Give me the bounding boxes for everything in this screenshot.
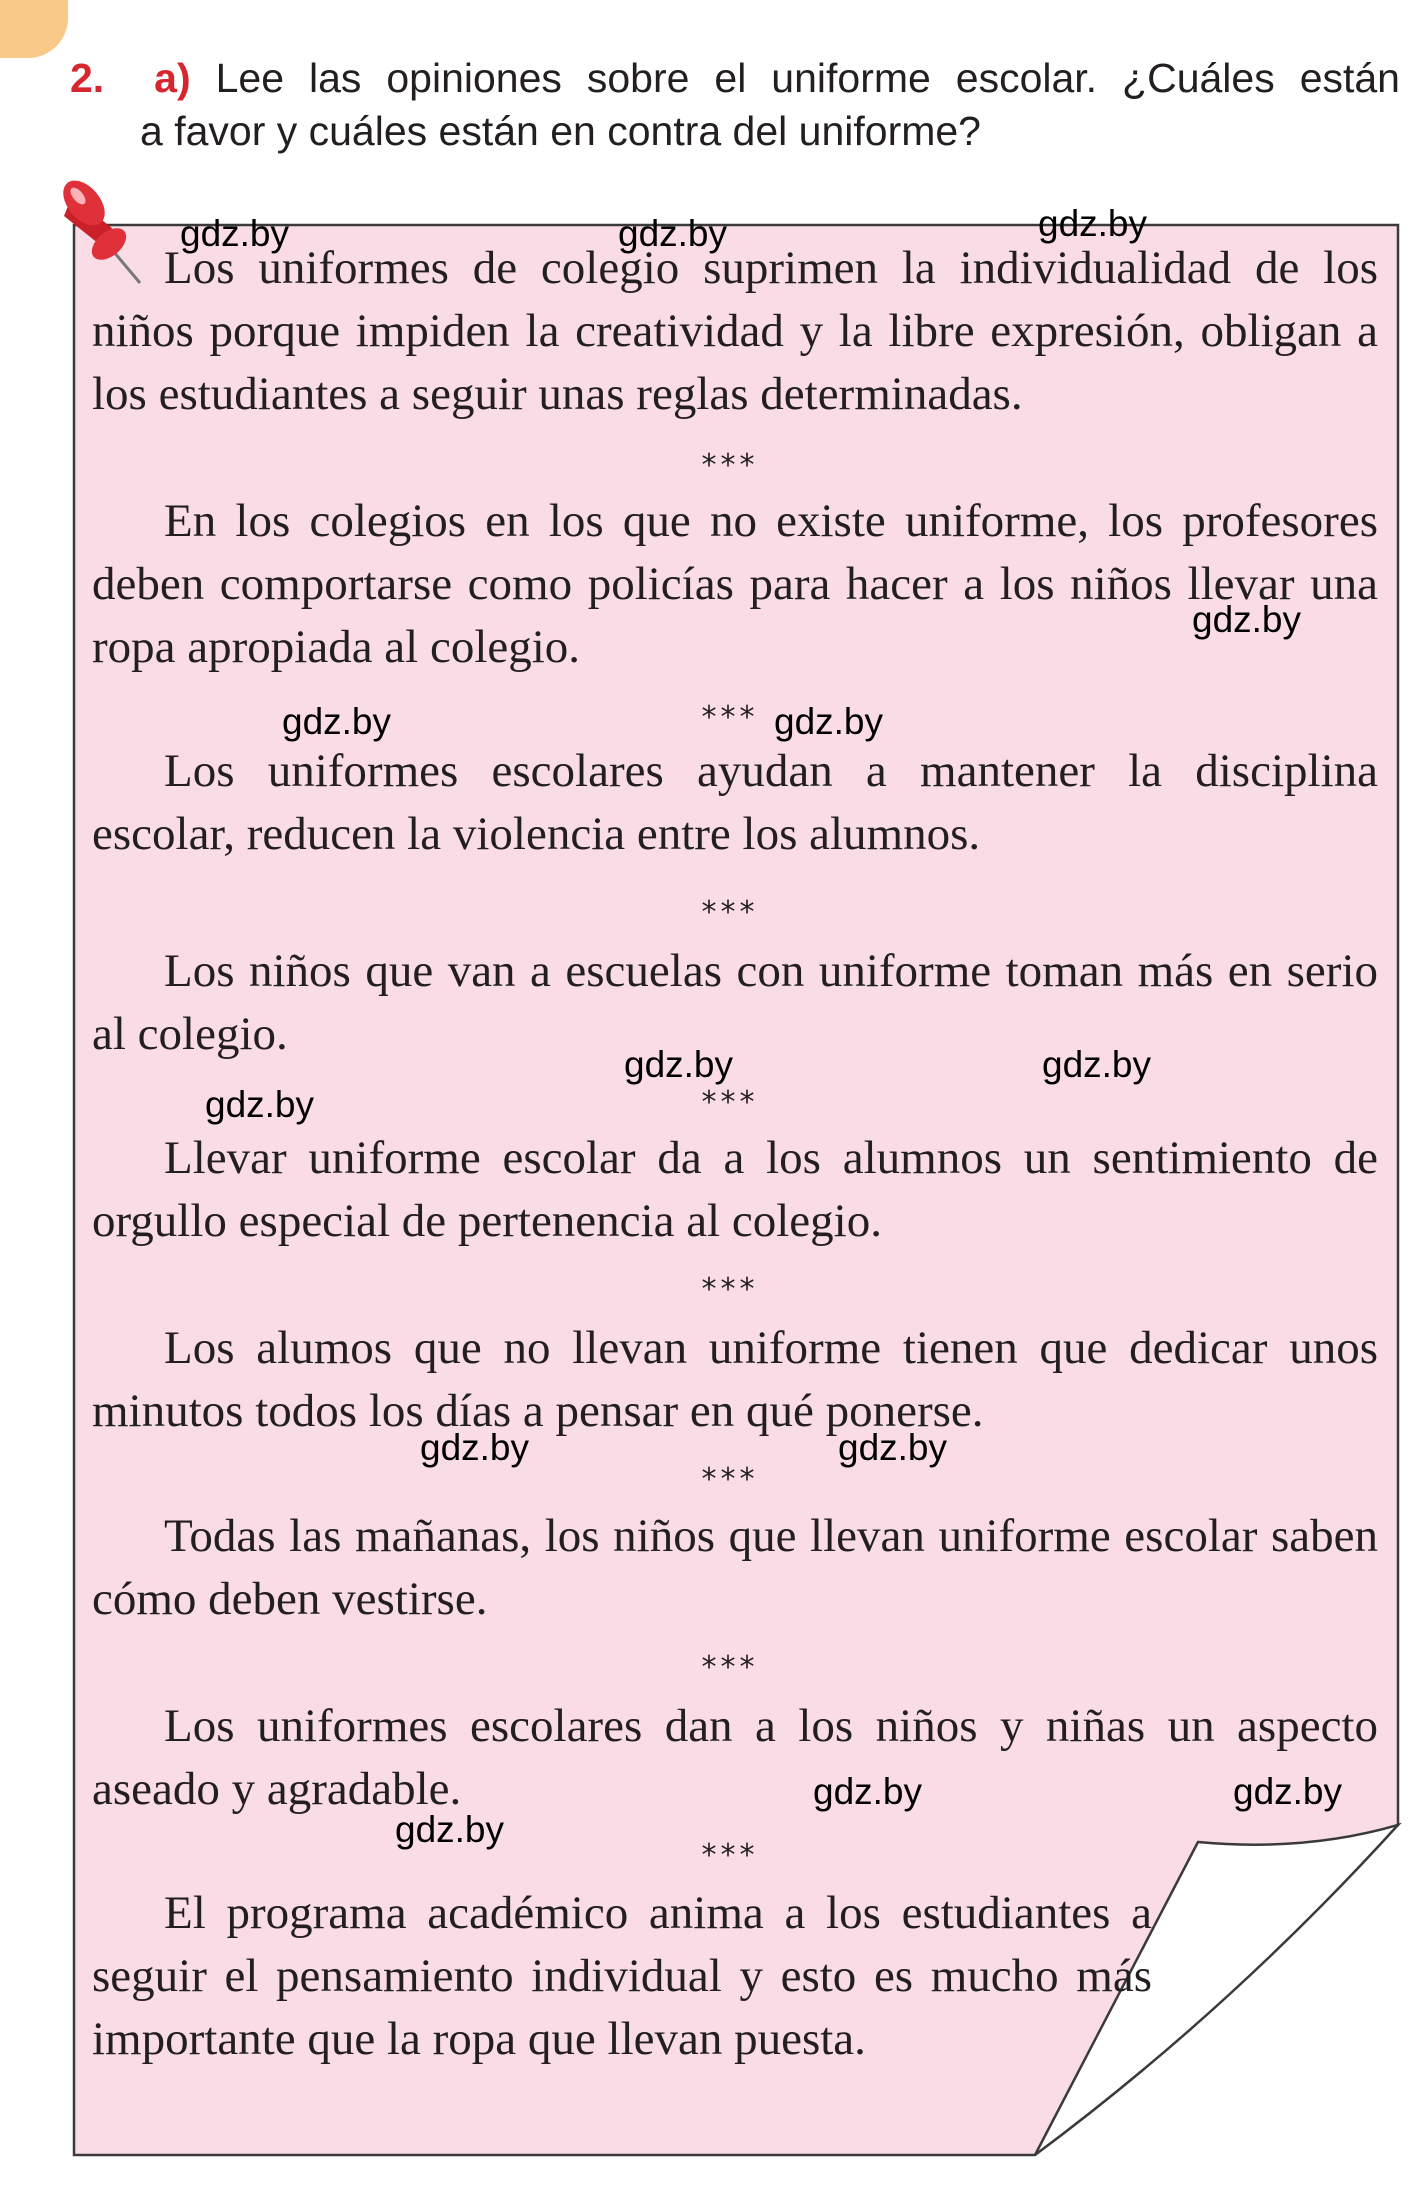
opinion-7: Todas las mañanas, los niños que llevan uniforme escolar saben cómo deben vestirse. <box>92 1510 1378 1625</box>
opinion-5: Llevar uniforme escolar da a los alumnos un sentimiento de orgullo especial de pertenencia al colegio. <box>92 1132 1378 1247</box>
watermark: gdz.by <box>205 1084 315 1125</box>
opinion-6: Los alumos que no llevan uniforme tienen que dedicar unos minutos todos los días a pensar en qué ponerse. <box>92 1322 1378 1437</box>
exercise-part: a) <box>154 55 191 101</box>
watermark: gdz.by <box>180 213 290 254</box>
watermark: gdz.by <box>282 701 392 742</box>
separator-7: *** <box>701 1650 759 1685</box>
opinion-2: En los colegios en los que no existe uniforme, los profesores deben comportarse como policías para hacer a los niños llevar una ropa apropiada al colegio. <box>92 495 1378 673</box>
separator-6: *** <box>701 1462 759 1497</box>
watermark: gdz.by <box>1233 1771 1343 1812</box>
watermark: gdz.by <box>624 1044 734 1085</box>
watermark: gdz.by <box>1038 203 1148 244</box>
separator-4: *** <box>701 1085 759 1120</box>
exercise-text-line1: Lee las opiniones sobre el uniforme escolar. ¿Cuáles están <box>215 55 1400 101</box>
separator-1: *** <box>701 448 759 483</box>
watermark: gdz.by <box>618 213 728 254</box>
separator-5: *** <box>701 1272 759 1307</box>
watermark: gdz.by <box>1042 1044 1152 1085</box>
watermark: gdz.by <box>774 701 884 742</box>
opinion-8: Los uniformes escolares dan a los niños y niñas un aspecto aseado y agradable. <box>92 1700 1378 1815</box>
opinion-1: Los uniformes de colegio suprimen la individualidad de los niños porque impiden la creatividad y la libre expresión, obligan a los estudiantes a seguir unas reglas determinadas. <box>92 242 1378 420</box>
watermark: gdz.by <box>813 1771 923 1812</box>
exercise-number: 2. <box>70 55 105 101</box>
watermark: gdz.by <box>838 1427 948 1468</box>
exercise-text-line2: a favor y cuáles están en contra del uniforme? <box>140 108 981 154</box>
separator-8: *** <box>701 1838 759 1873</box>
opinion-9: El programa académico anima a los estudiantes a seguir el pensamiento individual y esto es mucho más importante que la ropa que llevan puesta. <box>92 1887 1152 2065</box>
opinion-4: Los niños que van a escuelas con uniforme toman más en serio al colegio. <box>92 945 1378 1060</box>
watermark: gdz.by <box>420 1427 530 1468</box>
watermark: gdz.by <box>395 1809 505 1850</box>
separator-2: *** <box>701 700 759 735</box>
separator-3: *** <box>701 895 759 930</box>
watermark: gdz.by <box>1192 599 1302 640</box>
opinion-3: Los uniformes escolares ayudan a mantener la disciplina escolar, reducen la violencia entre los alumnos. <box>92 745 1378 860</box>
